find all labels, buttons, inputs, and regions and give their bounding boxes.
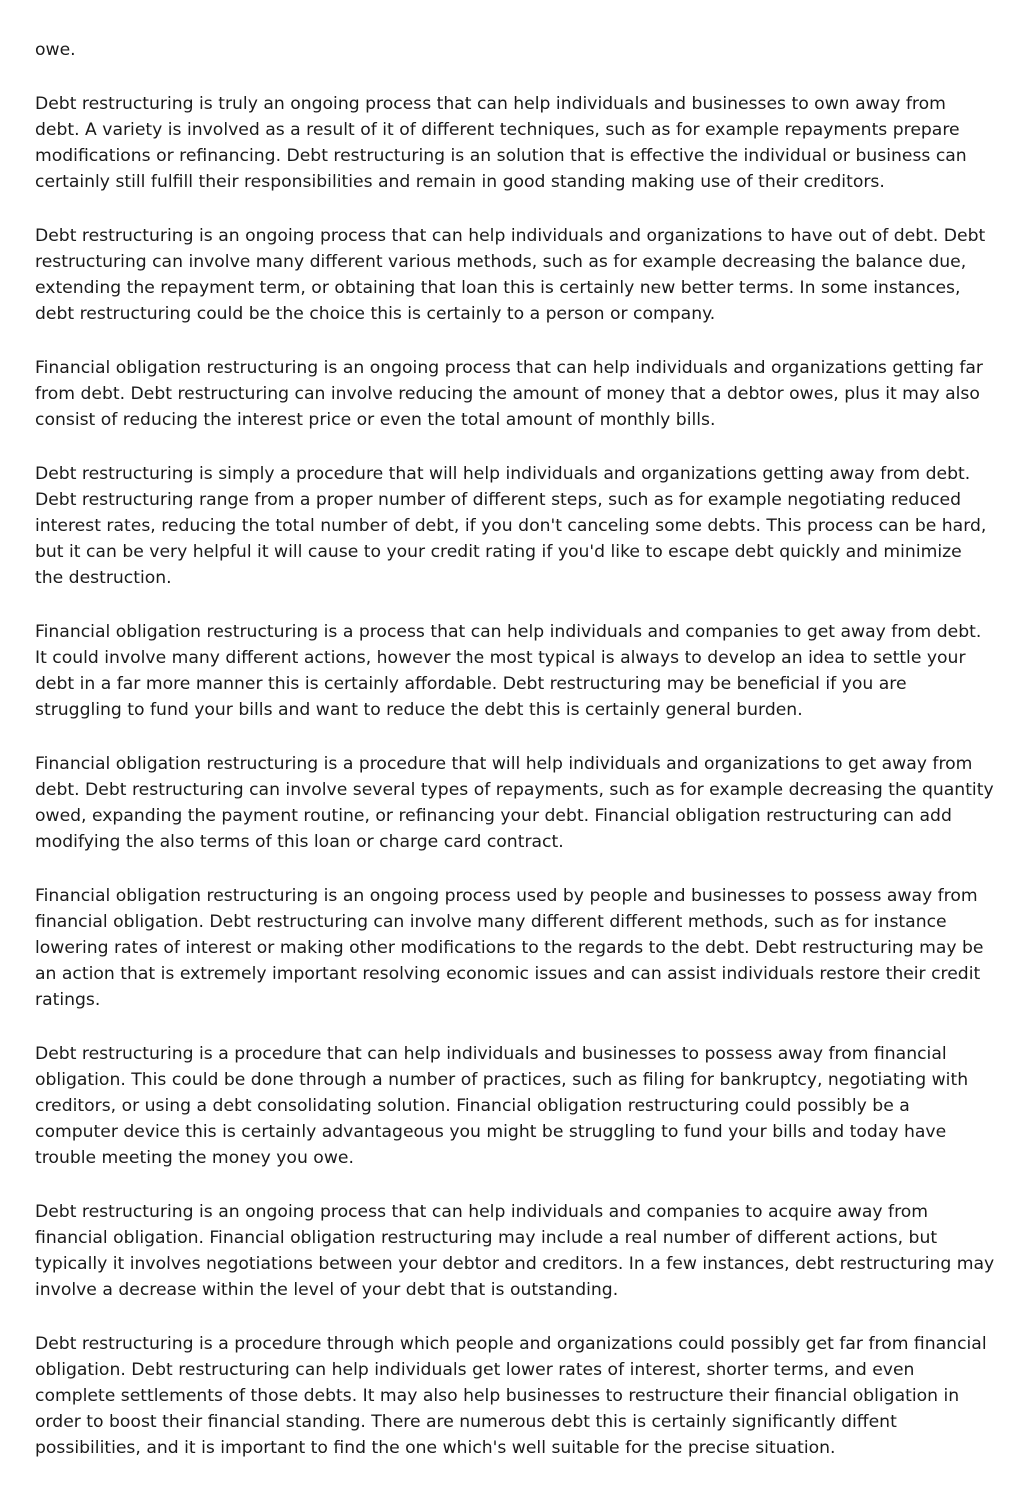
paragraph-1: Debt restructuring is truly an ongoing process that can help individuals and businesses to own away from debt. A variety is involved as a result of it of different techniques, such as for example repayments prepare modifications or refinancing. Debt restructuring is an solution that is effective the individual or business can certainly still fulfill their responsibilities and remain in good standing making use of their creditors. <box>35 94 967 192</box>
paragraph-9: Debt restructuring is an ongoing process that can help individuals and companies to acquire away from financial obligation. Financial obligation restructuring may include a real number of different actions, but typically it involves negotiations between your debtor and creditors. In a few instances, debt restructuring may involve a decrease within the level of your debt that is outstanding. <box>35 1202 995 1300</box>
paragraph-7: Financial obligation restructuring is an ongoing process used by people and businesses to possess away from financial obligation. Debt restructuring can involve many different different methods, such as for instance lowering rates of interest or making other modifications to the regards to the debt. Debt restructuring may be an action that is extremely important resolving economic issues and can assist individuals restore their credit ratings. <box>35 886 984 1010</box>
lead-fragment: owe. <box>35 40 76 60</box>
paragraph-4: Debt restructuring is simply a procedure that will help individuals and organizations getting away from debt. Debt restructuring range from a proper number of different steps, such as for example negotiating reduced interest rates, reducing the total number of debt, if you don't canceling some debts. This process can be hard, but it can be very helpful it will cause to your credit rating if you'd like to escape debt quickly and minimize the destruction. <box>35 464 987 588</box>
paragraph-10: Debt restructuring is a procedure through which people and organizations could possibly get far from financial obligation. Debt restructuring can help individuals get lower rates of interest, shorter terms, and even complete settlements of those debts. It may also help businesses to restructure their financial obligation in order to boost their financial standing. There are numerous debt this is certainly significantly diffent possibilities, and it is important to find the one which's well suitable for the precise situation. <box>35 1334 987 1458</box>
paragraph-8: Debt restructuring is a procedure that can help individuals and businesses to possess away from financial obligation. This could be done through a number of practices, such as filing for bankruptcy, negotiating with creditors, or using a debt consolidating solution. Financial obligation restructuring could possibly be a computer device this is certainly advantageous you might be struggling to fund your bills and today have trouble meeting the money you owe. <box>35 1044 969 1168</box>
paragraph-5: Financial obligation restructuring is a process that can help individuals and companies to get away from debt. It could involve many different actions, however the most typical is always to develop an idea to settle your debt in a far more manner this is certainly affordable. Debt restructuring may be beneficial if you are struggling to fund your bills and want to reduce the debt this is certainly general burden. <box>35 622 982 720</box>
paragraph-2: Debt restructuring is an ongoing process that can help individuals and organizations to have out of debt. Debt restructuring can involve many different various methods, such as for example decreasing the balance due, extending the repayment term, or obtaining that loan this is certainly new better terms. In some instances, debt restructuring could be the choice this is certainly to a person or company. <box>35 226 986 324</box>
document-page <box>35 37 995 1489</box>
paragraph-3: Financial obligation restructuring is an ongoing process that can help individuals and organizations getting far from debt. Debt restructuring can involve reducing the amount of money that a debtor owes, plus it may also consist of reducing the interest price or even the total amount of monthly bills. <box>35 358 983 430</box>
paragraph-6: Financial obligation restructuring is a procedure that will help individuals and organizations to get away from debt. Debt restructuring can involve several types of repayments, such as for example decreasing the quantity owed, expanding the payment routine, or refinancing your debt. Financial obligation restructuring can add modifying the also terms of this loan or charge card contract. <box>35 754 994 852</box>
